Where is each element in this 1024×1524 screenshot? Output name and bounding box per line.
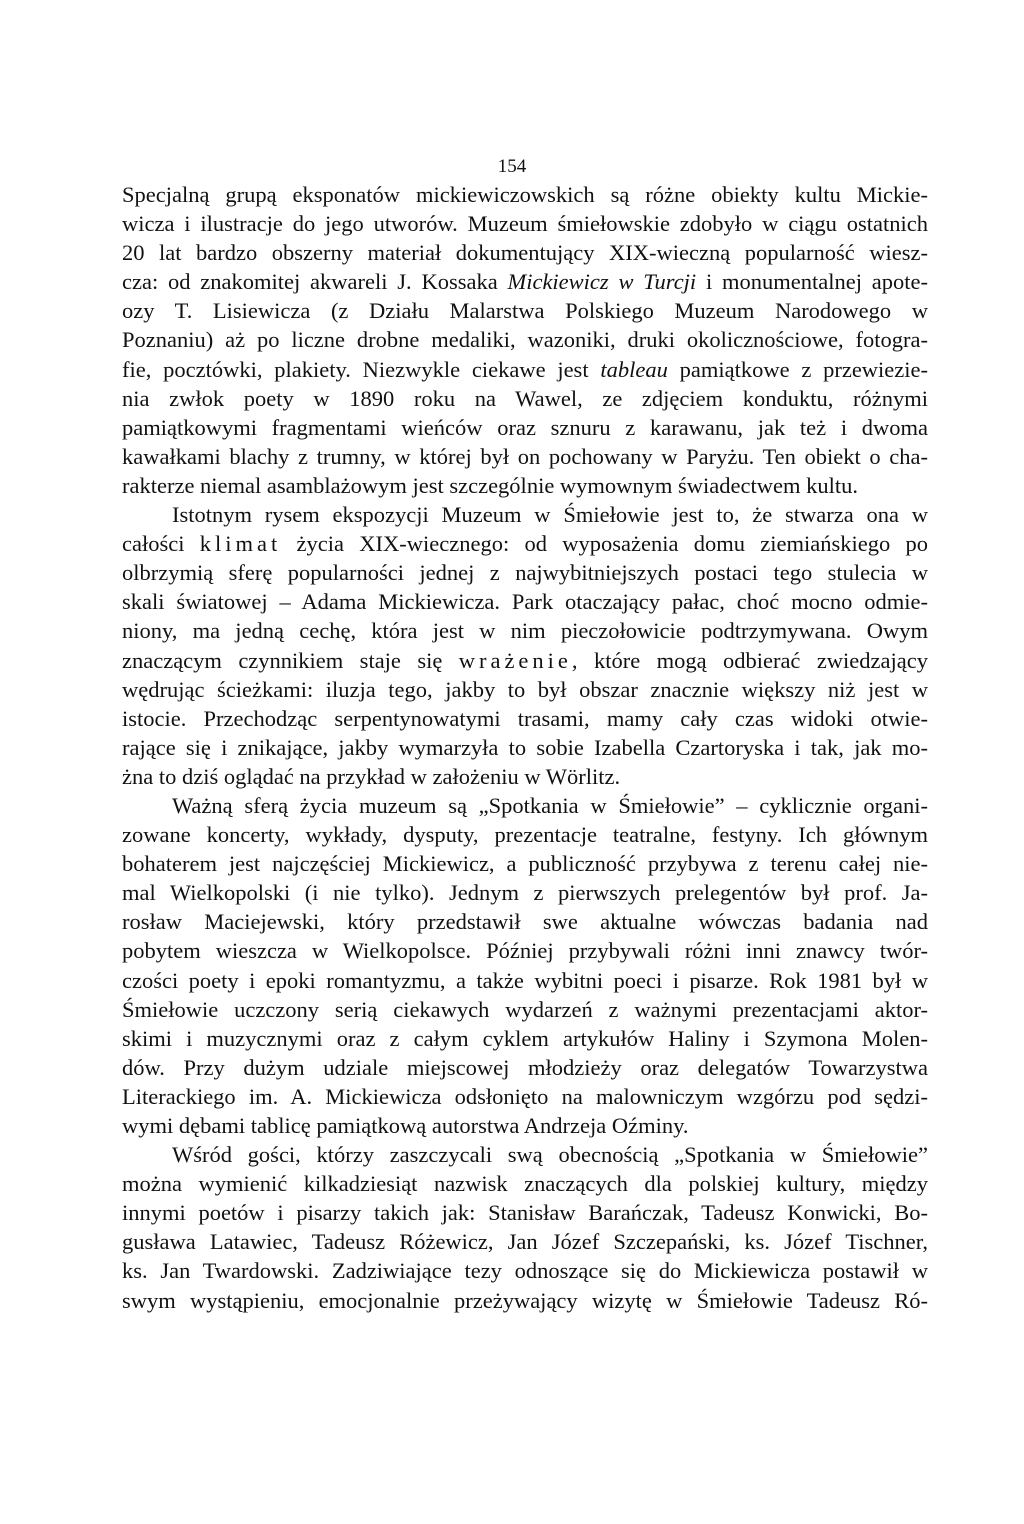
text-line: olbrzymią sferę popularności jednej z najwybitniejszych postaci tego stulecia w	[122, 560, 928, 586]
text-line: nia zwłok poety w 1890 roku na Wawel, ze zdjęciem konduktu, różnymi	[122, 385, 928, 411]
text-line: pamiątkowymi fragmentami wieńców oraz sznuru z karawanu, jak też i dwoma	[122, 414, 928, 440]
text-line: Śmiełowie uczczony serią ciekawych wydarzeń z ważnymi prezentacjami aktor-	[122, 996, 928, 1022]
text-line: mal Wielkopolski (i nie tylko). Jednym z pierwszych prelegentów był prof. Ja-	[122, 880, 928, 906]
text-line: Ważną sferą życia muzeum są „Spotkania w Śmiełowie” – cyklicznie organi-	[172, 792, 928, 818]
text-line: zowane koncerty, wykłady, dysputy, prezentacje teatralne, festyny. Ich głównym	[122, 822, 928, 848]
text-line: Poznaniu) aż po liczne drobne medaliki, wazoniki, druki okolicznościowe, fotogra-	[122, 327, 928, 353]
body-text	[122, 180, 928, 1315]
text-line: rające się i znikające, jakby wymarzyła to sobie Izabella Czartoryska i tak, jak mo-	[122, 734, 928, 760]
text-line: znaczącym czynnikiem staje się wrażenie, które mogą odbierać zwiedzający	[122, 647, 928, 673]
page-number: 154	[497, 156, 527, 177]
text-line: bohaterem jest najczęściej Mickiewicz, a publiczność przybywa z terenu całej nie-	[122, 851, 928, 877]
text-line: ks. Jan Twardowski. Zadziwiające tezy odnoszące się do Mickiewicza postawił w	[122, 1258, 928, 1284]
text-line: kawałkami blachy z trumny, w której był on pochowany w Paryżu. Ten obiekt o cha-	[122, 443, 928, 469]
text-line: niony, ma jedną cechę, która jest w nim pieczołowicie podtrzymywana. Owym	[122, 618, 928, 644]
text-line: całości klimat życia XIX-wiecznego: od wyposażenia domu ziemiańskiego po	[122, 531, 928, 557]
text-line: rakterze niemal asamblażowym jest szczególnie wymownym świadectwem kultu.	[122, 472, 859, 498]
text-line: wędrując ścieżkami: iluzja tego, jakby to był obszar znacznie większy niż jest w	[122, 676, 928, 702]
text-line: 20 lat bardzo obszerny materiał dokumentujący XIX-wieczną popularność wiesz-	[122, 240, 928, 266]
text-line: skali światowej – Adama Mickiewicza. Park otaczający pałac, choć mocno odmie-	[122, 589, 928, 615]
text-line: swym wystąpieniu, emocjonalnie przeżywający wizytę w Śmiełowie Tadeusz Ró-	[122, 1287, 928, 1313]
text-line: Wśród gości, którzy zaszczycali swą obecnością „Spotkania w Śmiełowie”	[172, 1142, 928, 1168]
text-line: rosław Maciejewski, który przedstawił swe aktualne wówczas badania nad	[122, 909, 928, 935]
text-line: wymi dębami tablicę pamiątkową autorstwa Andrzeja Oźminy.	[122, 1113, 689, 1138]
text-line: Specjalną grupą eksponatów mickiewiczowskich są różne obiekty kultu Mickie-	[122, 182, 928, 207]
paragraph-4	[122, 1140, 928, 1315]
text-line: fie, pocztówki, plakiety. Niezwykle ciekawe jest tableau pamiątkowe z przewiezie-	[122, 356, 929, 382]
text-line: gusława Latawiec, Tadeusz Różewicz, Jan Józef Szczepański, ks. Józef Tischner,	[122, 1229, 928, 1255]
paragraph-2	[122, 500, 928, 791]
text-line: istocie. Przechodząc serpentynowatymi trasami, mamy cały czas widoki otwie-	[122, 705, 928, 731]
text-line: dów. Przy dużym udziale miejscowej młodzieży oraz delegatów Towarzystwa	[122, 1054, 928, 1080]
text-line: czości poety i epoki romantyzmu, a także wybitni poeci i pisarze. Rok 1981 był w	[122, 967, 928, 993]
text-line: innymi poetów i pisarzy takich jak: Stanisław Barańczak, Tadeusz Konwicki, Bo-	[122, 1200, 928, 1226]
text-line: Istotnym rysem ekspozycji Muzeum w Śmiełowie jest to, że stwarza ona w	[172, 502, 928, 528]
paragraph-3	[122, 791, 928, 1140]
text-line: żna to dziś oglądać na przykład w założeniu w Wörlitz.	[122, 763, 621, 789]
text-line: ozy T. Lisiewicza (z Działu Malarstwa Polskiego Muzeum Narodowego w	[122, 298, 928, 324]
text-line: Literackiego im. A. Mickiewicza odsłonięto na malowniczym wzgórzu pod sędzi-	[122, 1083, 928, 1109]
text-line: pobytem wieszcza w Wielkopolsce. Później przybywali różni inni znawcy twór-	[122, 938, 928, 964]
text-line: skimi i muzycznymi oraz z całym cyklem artykułów Haliny i Szymona Molen-	[122, 1025, 928, 1051]
text-line: wicza i ilustracje do jego utworów. Muzeum śmiełowskie zdobyło w ciągu ostatnich	[122, 211, 928, 237]
paragraph-1	[122, 180, 928, 500]
text-line: można wymienić kilkadziesiąt nazwisk znaczących dla polskiej kultury, między	[122, 1171, 928, 1197]
text-line: cza: od znakomitej akwareli J. Kossaka Mickiewicz w Turcji i monumentalnej apote-	[122, 269, 928, 295]
